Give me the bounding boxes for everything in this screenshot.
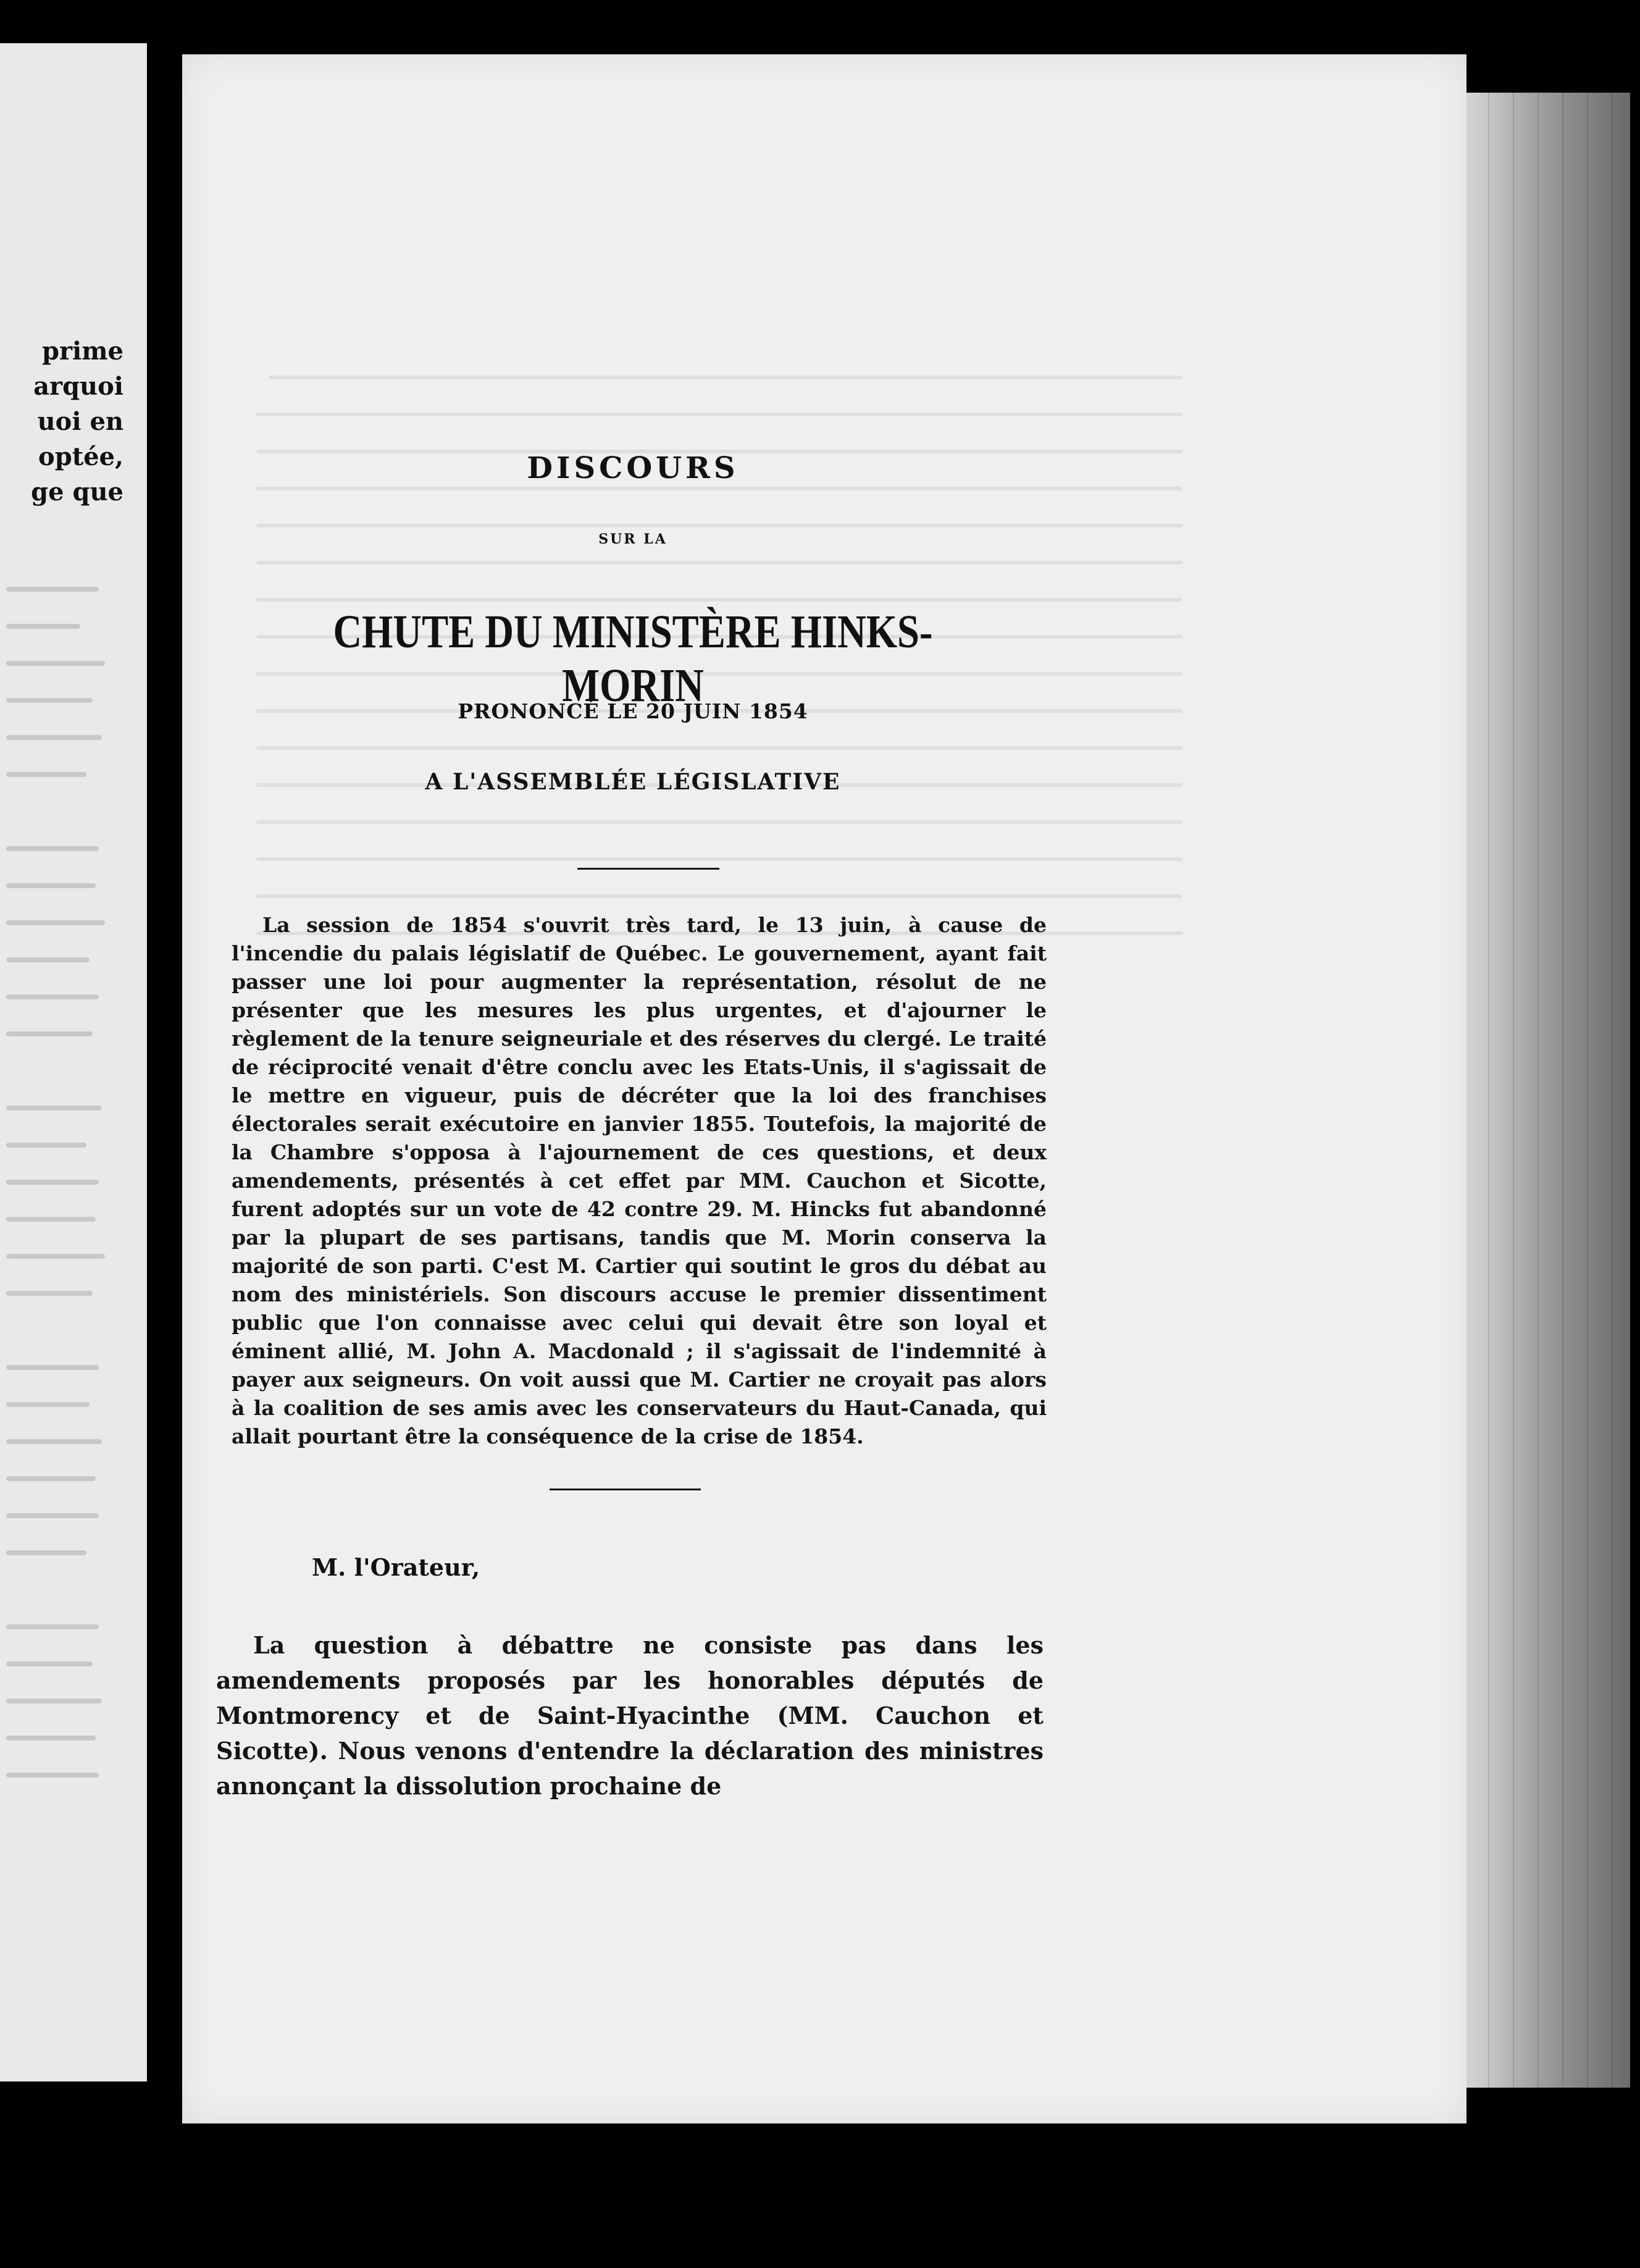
show-through — [256, 746, 1182, 750]
faded-text — [6, 1513, 99, 1518]
show-through — [256, 820, 1182, 824]
faded-text — [6, 957, 90, 962]
faded-text — [6, 846, 99, 851]
section-divider — [577, 868, 719, 870]
faded-text — [6, 772, 86, 777]
faded-text — [6, 1773, 99, 1778]
faded-text — [6, 624, 80, 629]
faded-text — [6, 661, 105, 666]
heading-sur-la: SUR LA — [598, 531, 667, 547]
faded-text — [6, 1661, 93, 1666]
section-divider — [550, 1489, 701, 1490]
faded-text — [6, 1365, 99, 1370]
show-through — [256, 487, 1182, 490]
faded-text — [6, 1476, 96, 1481]
heading-date: PRONONCÉ LE 20 JUIN 1854 — [458, 699, 808, 723]
left-page-line: optée, — [38, 442, 123, 471]
faded-text — [6, 1699, 102, 1703]
left-page-line: ge que — [31, 477, 123, 506]
page-title: CHUTE DU MINISTÈRE HINKS-MORIN — [333, 606, 933, 712]
faded-text — [6, 587, 99, 592]
faded-text — [6, 1106, 102, 1111]
left-page-line: arquoi — [33, 372, 123, 401]
faded-text — [6, 1402, 90, 1407]
faded-text — [6, 1143, 86, 1148]
introduction-text: La session de 1854 s'ouvrit très tard, le 13 juin, à cause de l'incendie du palais législatif de Québec. Le gouvernement, ayant fait passer une loi pour augmenter la représentation, résolut de ne présenter que les mesures les plus urgentes, et d'ajourner le règlement de la tenure seigneuriale et des réserves du clergé. Le traité de réciprocité venait d'être conclu avec les Etats-Unis, il s'agissait de le mettre en vigueur, puis de décréter que la loi des franchises électorales serait exécutoire en janvier 1855. Toutefois, la majorité de la Chambre s'opposa à l'ajournement de ces questions, et deux amendements, présentés à cet effet par MM. Cauchon et Sicotte, furent adoptés sur un vote de 42 contre 29. M. Hincks fut abandonné par la plupart de ses partisans, tandis que M. Morin conserva la majorité de son parti. C'est M. Cartier qui soutint le gros du débat au nom des ministériels. Son discours accuse le premier dissentiment public que l'on connaisse avec celui qui devait être son loyal et éminent allié, M. John A. Macdonald ; il s'agissait de l'indemnité à payer aux seigneurs. On voit aussi que M. Cartier ne croyait pas alors à la coalition de ses amis avec les conservateurs du Haut-Canada, qui allait pourtant être la conséquence de la crise de 1854. — [232, 913, 1047, 1448]
book-page-edges — [1439, 93, 1630, 2088]
left-page-text — [0, 334, 123, 510]
faded-text — [6, 883, 96, 888]
page-edge-line — [1513, 93, 1514, 2088]
faded-text — [6, 1180, 99, 1185]
show-through — [269, 376, 1182, 379]
faded-text — [6, 698, 93, 703]
faded-text — [6, 920, 105, 925]
heading-venue: A L'ASSEMBLÉE LÉGISLATIVE — [425, 769, 841, 795]
page-edge-line — [1612, 93, 1613, 2088]
show-through — [256, 598, 1182, 602]
faded-text — [6, 1624, 99, 1629]
speech-paragraph — [216, 1628, 1044, 1804]
heading-discours: DISCOURS — [527, 451, 739, 485]
faded-text — [6, 735, 102, 740]
faded-text — [6, 1439, 102, 1444]
show-through — [256, 413, 1182, 416]
page-edge-line — [1562, 93, 1563, 2088]
show-through — [256, 524, 1182, 527]
faded-text — [6, 994, 99, 999]
left-page-line: uoi en — [37, 407, 123, 436]
faded-text — [6, 1736, 96, 1741]
faded-text — [6, 1217, 96, 1222]
page-edge-line — [1538, 93, 1539, 2088]
faded-text — [6, 1254, 105, 1259]
faded-text — [6, 1031, 93, 1036]
faded-text — [6, 1291, 93, 1296]
page-edge-line — [1587, 93, 1588, 2088]
show-through — [256, 857, 1182, 861]
salutation: M. l'Orateur, — [312, 1553, 480, 1581]
faded-text — [6, 1550, 86, 1555]
show-through — [256, 894, 1182, 898]
page-edge-line — [1488, 93, 1489, 2088]
left-page-line: prime — [41, 337, 123, 366]
show-through — [256, 561, 1182, 565]
introduction-paragraph — [232, 911, 1047, 1451]
speech-text: La question à débattre ne consiste pas dans les amendements proposés par les honorables députés de Montmorency et de Saint-Hyacinthe (MM. Cauchon et Sicotte). Nous venons d'entendre la déclaration des ministres annonçant la dissolution prochaine de — [216, 1631, 1044, 1800]
left-facing-page — [0, 43, 147, 2081]
